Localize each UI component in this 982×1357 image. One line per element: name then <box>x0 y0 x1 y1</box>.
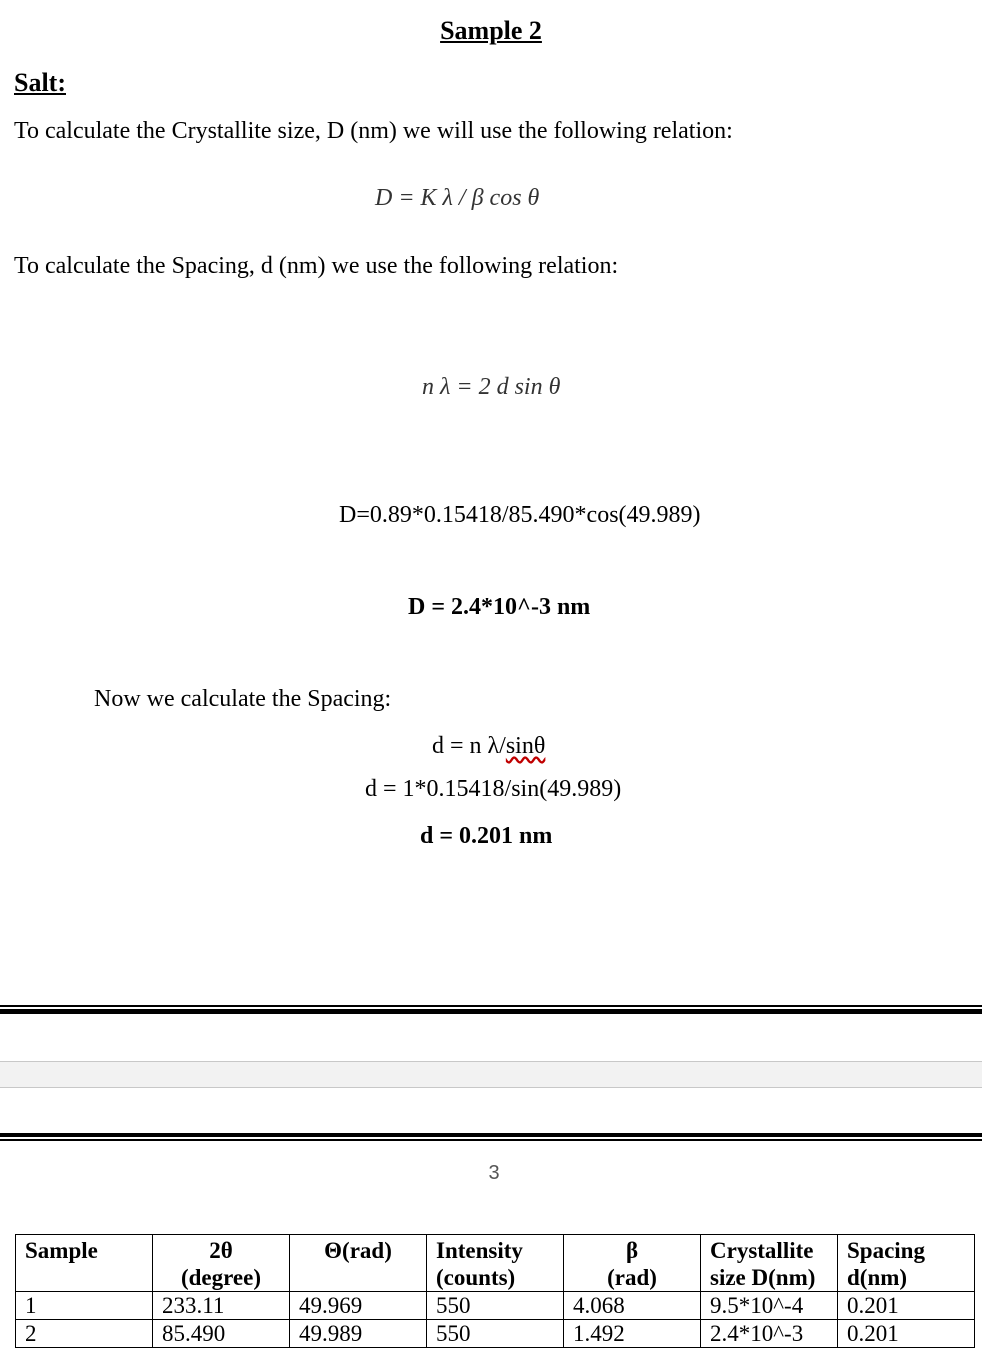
section-heading-salt: Salt: <box>14 68 66 97</box>
header-crystallite: Crystallite size D(nm) <box>701 1235 838 1292</box>
intro-crystallite-text: To calculate the Crystallite size, D (nm) we will use the following relation: <box>14 118 733 144</box>
table-cell: 550 <box>427 1320 564 1348</box>
spacing-formula-sin: sinθ <box>505 733 546 759</box>
page-title: Sample 2 <box>440 16 542 45</box>
table-row <box>16 1320 975 1348</box>
bragg-formula: n λ = 2 d sin θ <box>422 374 561 400</box>
table-cell: 49.969 <box>290 1292 427 1320</box>
table-header-row <box>16 1235 975 1292</box>
results-table <box>15 1234 975 1348</box>
table-cell: 9.5*10^-4 <box>701 1292 838 1320</box>
header-theta: Θ(rad) <box>290 1235 427 1292</box>
intro-spacing-text: To calculate the Spacing, d (nm) we use the following relation: <box>14 253 619 279</box>
page-gap <box>0 1061 982 1088</box>
page-number: 3 <box>488 1162 500 1184</box>
spacing-calculation: d = 1*0.15418/sin(49.989) <box>365 776 622 802</box>
spacing-formula <box>432 733 545 760</box>
page-break-line-thin-2 <box>0 1139 982 1141</box>
header-beta: β (rad) <box>564 1235 701 1292</box>
header-2theta: 2θ (degree) <box>153 1235 290 1292</box>
header-sample: Sample <box>16 1235 153 1292</box>
crystallite-calculation: D=0.89*0.15418/85.490*cos(49.989) <box>339 502 701 528</box>
scherrer-formula: D = K λ / β cos θ <box>375 185 540 211</box>
crystallite-result: D = 2.4*10^-3 nm <box>408 594 591 620</box>
page-break-line-thin <box>0 1005 982 1007</box>
table-cell: 1.492 <box>564 1320 701 1348</box>
table-cell: 49.989 <box>290 1320 427 1348</box>
table-cell: 85.490 <box>153 1320 290 1348</box>
table-cell: 4.068 <box>564 1292 701 1320</box>
table-row <box>16 1292 975 1320</box>
table-cell: 550 <box>427 1292 564 1320</box>
page-break-line-thick-2 <box>0 1133 982 1137</box>
header-spacing: Spacing d(nm) <box>838 1235 975 1292</box>
table-cell: 2.4*10^-3 <box>701 1320 838 1348</box>
header-intensity: Intensity (counts) <box>427 1235 564 1292</box>
now-spacing-text: Now we calculate the Spacing: <box>94 686 392 712</box>
spacing-result: d = 0.201 nm <box>420 823 553 849</box>
page-break-line-thick <box>0 1009 982 1014</box>
table-cell: 2 <box>16 1320 153 1348</box>
table-cell: 0.201 <box>838 1320 975 1348</box>
spacing-formula-prefix: d = n λ/ <box>432 733 506 759</box>
table-cell: 1 <box>16 1292 153 1320</box>
table-cell: 233.11 <box>153 1292 290 1320</box>
table-cell: 0.201 <box>838 1292 975 1320</box>
